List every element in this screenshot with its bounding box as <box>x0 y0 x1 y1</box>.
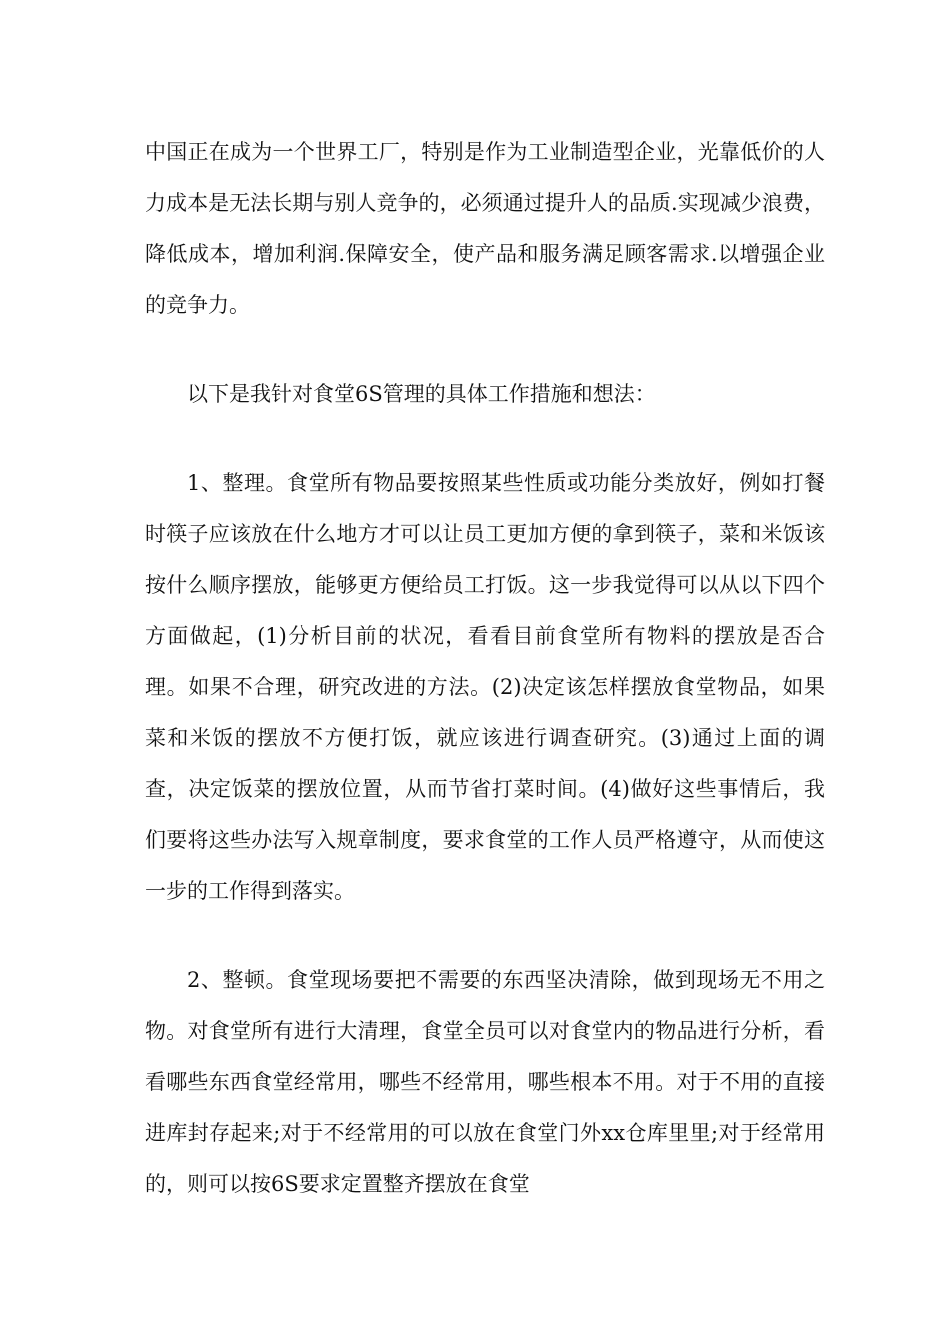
paragraph-set-in-order: 2、整顿。食堂现场要把不需要的东西坚决清除，做到现场无不用之物。对食堂所有进行大清理，食堂全员可以对食堂内的物品进行分析，看看哪些东西食堂经常用，哪些不经常用，哪些根本不用。对于不用的直接进库封存起来;对于不经常用的可以放在食堂门外xx仓库里里;对于经常用的，则可以按6S要求定置整齐摆放在食堂 <box>145 968 825 1196</box>
paragraph-spacer <box>145 331 825 369</box>
paragraph-sort: 1、整理。食堂所有物品要按照某些性质或功能分类放好，例如打餐时筷子应该放在什么地方才可以让员工更加方便的拿到筷子，菜和米饭该按什么顺序摆放，能够更方便给员工打饭。这一步我觉得可以从以下四个方面做起，(1)分析目前的状况，看看目前食堂所有物料的摆放是否合理。如果不合理，研究改进的方法。(2)决定该怎样摆放食堂物品，如果菜和米饭的摆放不方便打饭，就应该进行调查研究。(3)通过上面的调查，决定饭菜的摆放位置，从而节省打菜时间。(4)做好这些事情后，我们要将这些办法写入规章制度，要求食堂的工作人员严格遵守，从而使这一步的工作得到落实。 <box>145 471 825 903</box>
paragraph-spacer <box>145 420 825 458</box>
paragraph-intro: 中国正在成为一个世界工厂，特别是作为工业制造型企业，光靠低价的人力成本是无法长期与别人竞争的，必须通过提升人的品质.实现减少浪费，降低成本，增加利润.保障安全，使产品和服务满足顾客需求.以增强企业的竞争力。 <box>145 140 825 317</box>
paragraph-spacer <box>145 917 825 955</box>
paragraph-measures-heading: 以下是我针对食堂6S管理的具体工作措施和想法： <box>187 382 656 406</box>
document-body <box>145 127 825 1210</box>
